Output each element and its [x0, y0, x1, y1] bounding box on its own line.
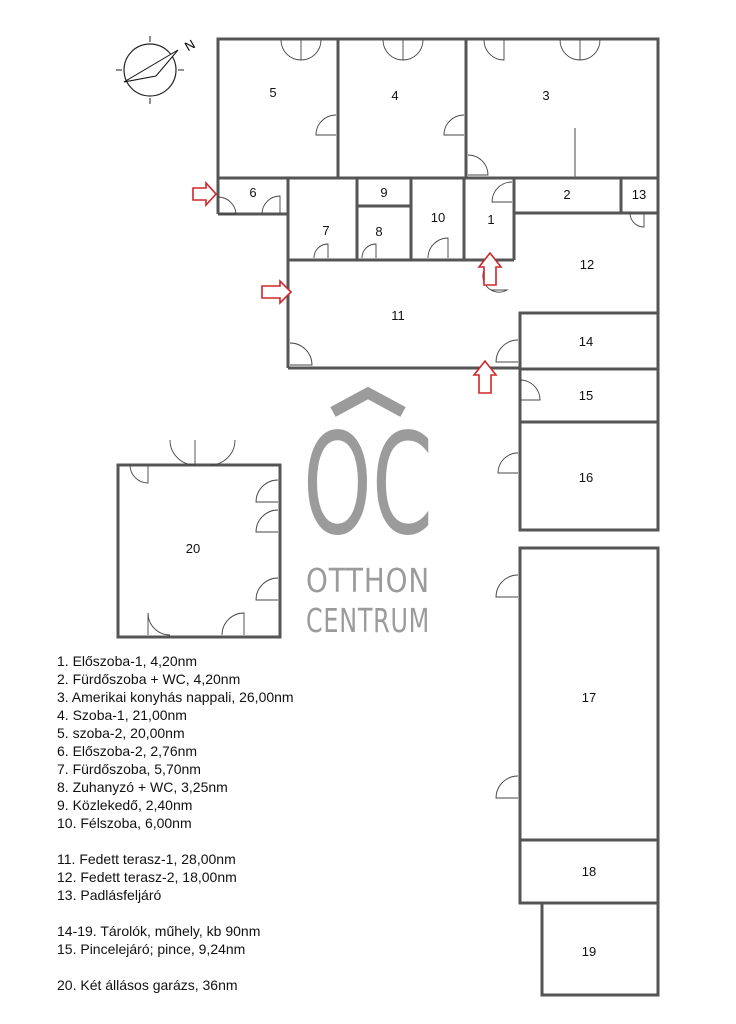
legend-item: 7. Fürdőszoba, 5,70nm [57, 761, 201, 777]
room-label-13: 13 [631, 187, 647, 202]
room-label-8: 8 [375, 224, 383, 239]
room-label-6: 6 [249, 185, 257, 200]
north-label: N [182, 36, 198, 55]
room-label-14: 14 [578, 334, 594, 349]
room-label-5: 5 [269, 85, 277, 100]
room-label-19: 19 [581, 944, 597, 959]
legend-item: 20. Két állásos garázs, 36nm [57, 977, 238, 993]
entry-arrow-icon [479, 253, 501, 285]
legend-item: 11. Fedett terasz-1, 28,00nm [57, 851, 236, 867]
room-label-15: 15 [578, 388, 594, 403]
room-label-18: 18 [581, 864, 597, 879]
legend-item: 8. Zuhanyzó + WC, 3,25nm [57, 779, 228, 795]
room-label-12: 12 [579, 257, 595, 272]
legend-item: 15. Pincelejáró; pince, 9,24nm [57, 941, 246, 957]
logo-line2: CENTRUM [306, 601, 430, 640]
room-label-1: 1 [487, 212, 495, 227]
entry-arrow-icon [474, 361, 496, 393]
legend-item: 4. Szoba-1, 21,00nm [57, 707, 187, 723]
legend-item: 6. Előszoba-2, 2,76nm [57, 743, 198, 759]
room-label-20: 20 [185, 541, 201, 556]
legend-item: 9. Közlekedő, 2,40nm [57, 797, 193, 813]
legend-item: 3. Amerikai konyhás nappali, 26,00nm [57, 689, 294, 705]
otthon-centrum-logo [303, 393, 433, 640]
compass-icon [116, 36, 198, 104]
room-label-17: 17 [581, 690, 597, 705]
room-label-4: 4 [391, 88, 399, 103]
logo-line1: OTTHON [306, 561, 430, 600]
room-label-2: 2 [563, 187, 571, 202]
legend-item: 14-19. Tárolók, műhely, kb 90nm [57, 923, 261, 939]
legend-item: 2. Fürdőszoba + WC, 4,20nm [57, 671, 241, 687]
room-label-16: 16 [578, 470, 594, 485]
legend-item: 13. Padlásfeljáró [57, 887, 162, 903]
room-label-11: 11 [391, 308, 405, 323]
legend-item: 10. Félszoba, 6,00nm [57, 815, 192, 831]
room-legend [57, 652, 294, 994]
legend-item: 1. Előszoba-1, 4,20nm [57, 653, 198, 669]
legend-item: 5. szoba-2, 20,00nm [57, 725, 185, 741]
room-label-3: 3 [542, 88, 550, 103]
room-label-10: 10 [430, 210, 446, 225]
room-label-9: 9 [380, 185, 388, 200]
room-label-7: 7 [322, 223, 330, 238]
entry-arrow-icon [193, 183, 216, 205]
legend-item: 12. Fedett terasz-2, 18,00nm [57, 869, 237, 885]
logo-monogram: OC [303, 404, 433, 567]
